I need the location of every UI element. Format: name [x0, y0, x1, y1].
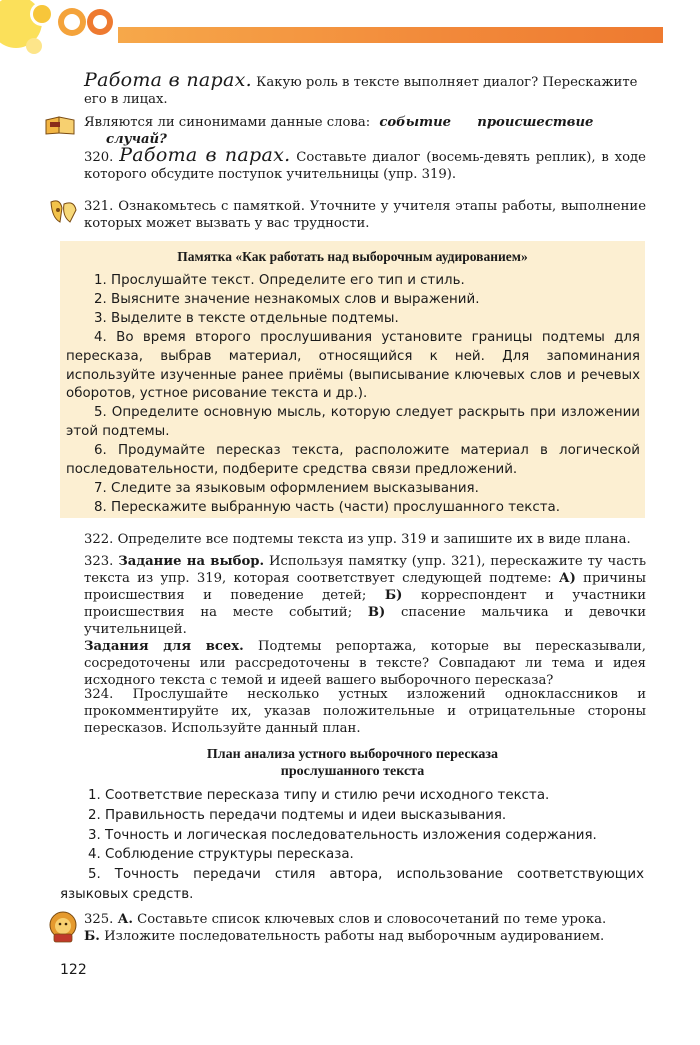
exercise-325-a-text: Составьте список ключевых слов и словосочетаний по теме урока.: [137, 912, 607, 927]
all-tasks-text: Подтемы репортажа, которые вы пересказывали, сосредоточены или рассредоточены в тексте? Совпадают ли тема и идея исходного текста с темой и идеей вашего выборочного пересказа?: [84, 639, 646, 688]
decorative-circles: [0, 0, 140, 70]
synonym-word-3: случай?: [106, 132, 167, 147]
synonym-word-1: событие: [379, 115, 452, 130]
listening-icon: [48, 198, 78, 224]
memo-title: Памятка «Как работать над выборочным аудированием»: [177, 249, 528, 264]
plan-item: 5. Точность передачи стиля автора, использование соответствующих языковых средств.: [60, 867, 644, 902]
exercise-320: [84, 144, 646, 183]
exercise-321-number: 321.: [84, 199, 114, 214]
all-tasks-label: Задания для всех.: [84, 639, 244, 654]
exercise-321: [84, 198, 646, 232]
plan-item: 3. Точность и логическая последовательность изложения содержания.: [88, 827, 597, 843]
exercise-325: [84, 911, 646, 945]
synonyms-question-text: Являются ли синонимами данные слова:: [84, 115, 371, 130]
plan-title-line-2: прослушанного текста: [280, 764, 425, 779]
exercise-323: [84, 553, 646, 689]
plan-item: 1. Соответствие пересказа типу и стилю речи исходного текста.: [88, 788, 550, 803]
option-b-text: корреспондент и участники происшествия на месте событий;: [84, 588, 646, 620]
exercise-325-b-label: Б.: [84, 929, 100, 944]
memo-item: 8. Перескажите выбранную часть (части) прослушанного текста.: [94, 499, 560, 515]
exercise-324-number: 324.: [84, 687, 114, 702]
exercise-322-text: Определите все подтемы текста из упр. 319 и запишите их в виде плана.: [117, 532, 631, 547]
synonyms-question: [84, 114, 646, 148]
memo-list: [66, 272, 640, 518]
option-c-label: В): [367, 605, 386, 620]
memo-item: 7. Следите за языковым оформлением высказывания.: [94, 480, 479, 496]
exercise-320-title: Работа в парах.: [119, 144, 291, 166]
synonym-word-2: происшествие: [477, 115, 594, 130]
exercise-323-text: Используя памятку (упр. 321), перескажите ту часть текста из упр. 319, которая соответствует следующей подтеме:: [84, 554, 646, 586]
header-bar: [118, 27, 663, 43]
memo-item: 6. Продумайте пересказ текста, расположите материал в логической последовательности, подберите средства связи предложений.: [66, 443, 640, 478]
memo-item: 4. Во время второго прослушивания установите границы подтемы для пересказа, выбрав материал, относящийся к ней. Для запоминания используйте изученные ранее приёмы (выписывание ключевых слов и речевых оборотов, устное рисование текста и др.).: [66, 329, 640, 402]
plan-item: 2. Правильность передачи подтемы и идеи высказывания.: [88, 807, 507, 823]
pairs-work-title: Работа в парах.: [84, 69, 252, 91]
memo-item: 2. Выясните значение незнакомых слов и выражений.: [94, 291, 480, 307]
exercise-325-b-text: Изложите последовательность работы над выборочным аудированием.: [104, 929, 605, 944]
book-icon: [44, 114, 76, 136]
pairs-work-text: Какую роль в тексте выполняет диалог? Перескажите его в лицах.: [84, 75, 638, 107]
option-a-label: А): [558, 571, 576, 586]
memo-item: 3. Выделите в тексте отдельные подтемы.: [94, 310, 399, 326]
exercise-322: [84, 531, 646, 548]
exercise-321-text: Ознакомьтесь с памяткой. Уточните у учителя этапы работы, выполнение которых может вызвать у вас трудности.: [84, 199, 646, 231]
exercise-323-number: 323.: [84, 554, 114, 569]
exercise-320-number: 320.: [84, 150, 114, 165]
option-b-label: Б): [384, 588, 403, 603]
lion-mascot-icon: [46, 910, 80, 944]
exercise-324: [84, 686, 646, 737]
page-number: 122: [60, 962, 87, 978]
memo-item: 5. Определите основную мысль, которую следует раскрыть при изложении этой подтемы.: [66, 405, 640, 440]
exercise-320-text: Составьте диалог (восемь-девять реплик), в ходе которого обсудите поступок учительницы (упр. 319).: [84, 150, 646, 182]
exercise-322-number: 322.: [84, 532, 114, 547]
exercise-325-a-label: А.: [117, 912, 133, 927]
pairs-work-paragraph: [84, 69, 646, 108]
exercise-323-label: Задание на выбор.: [118, 554, 265, 569]
option-c-text: спасение мальчика и девочки учительницей.: [84, 605, 646, 637]
exercise-324-text: Прослушайте несколько устных изложений одноклассников и прокомментируйте их, указав положительные и отрицательные стороны пересказов. Используйте данный план.: [84, 687, 646, 736]
plan-item: 4. Соблюдение структуры пересказа.: [88, 847, 354, 863]
option-a-text: причины происшествия и поведение детей;: [84, 571, 646, 603]
plan-title-line-1: План анализа устного выборочного пересказа: [206, 747, 499, 762]
plan-list: [60, 786, 644, 905]
plan-title: [60, 746, 645, 780]
exercise-325-number: 325.: [84, 912, 114, 927]
memo-item: 1. Прослушайте текст. Определите его тип и стиль.: [94, 273, 465, 288]
